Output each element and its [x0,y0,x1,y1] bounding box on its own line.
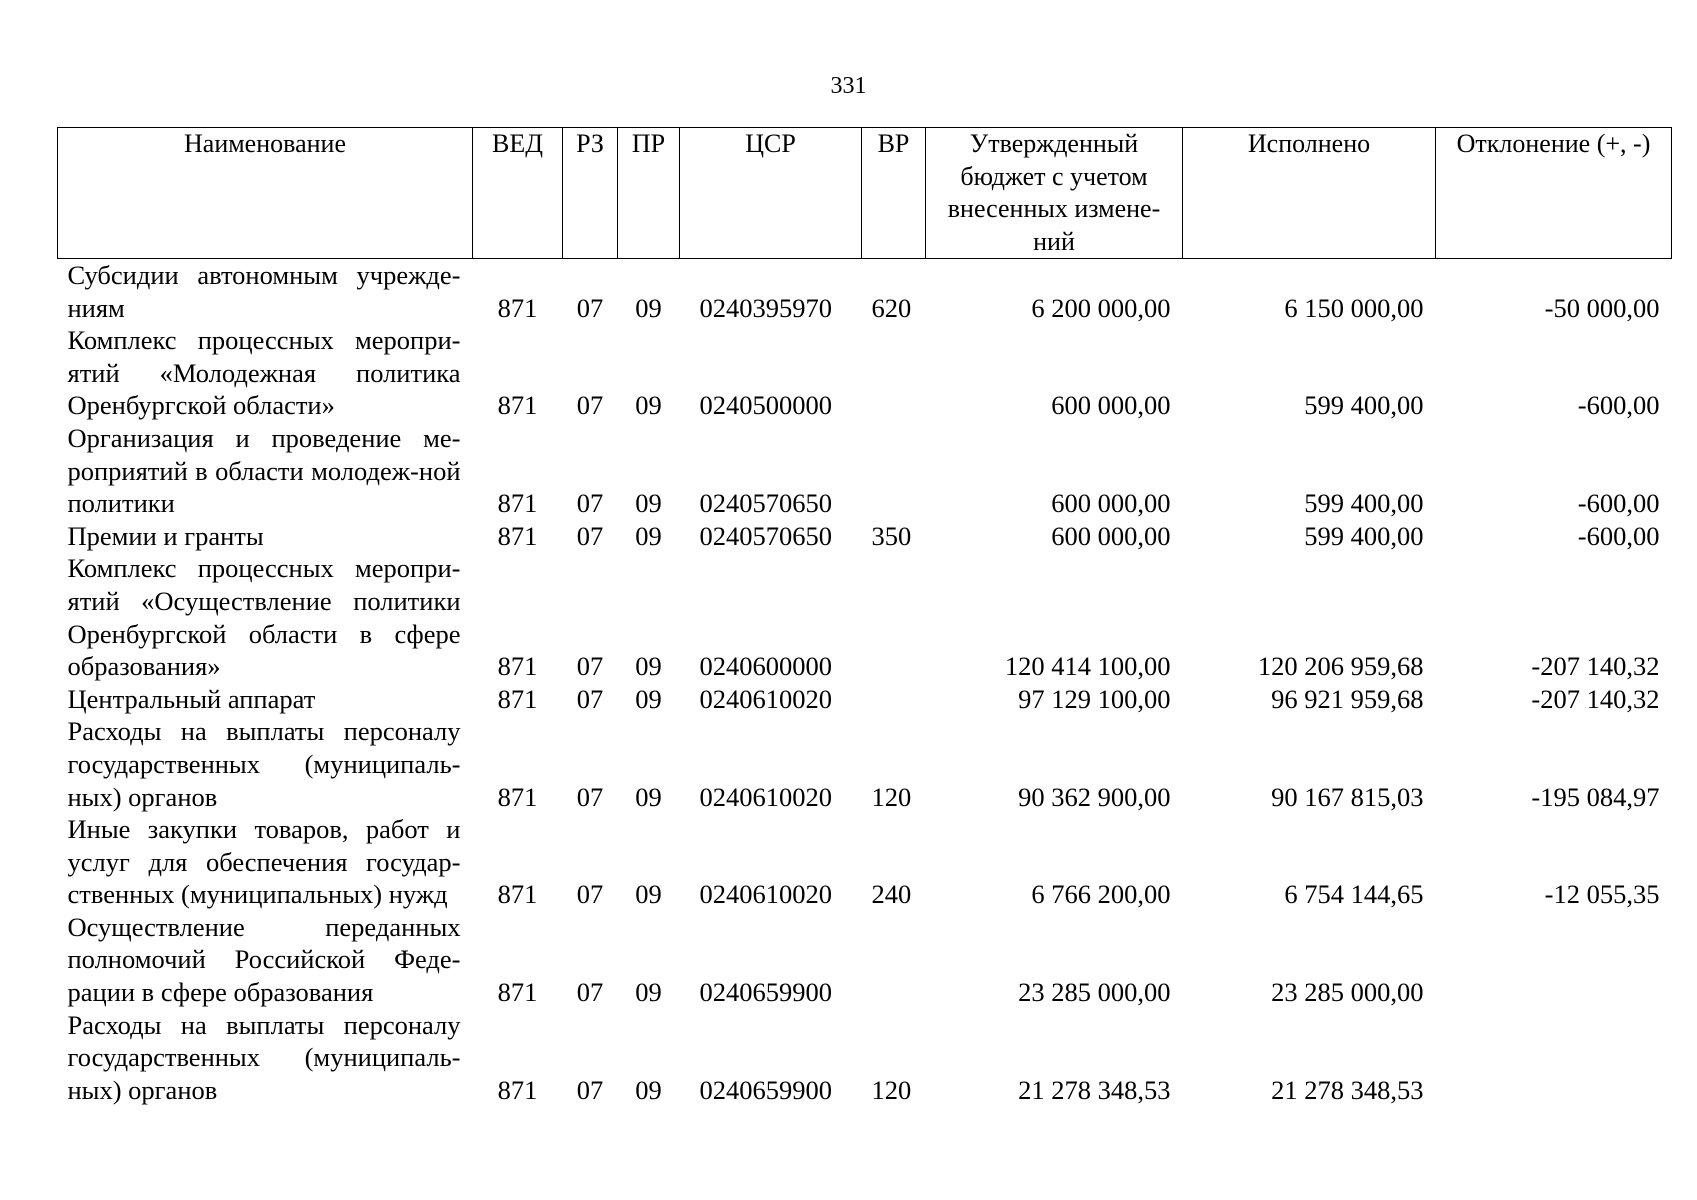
row-approved: 97 129 100,00 [1018,683,1171,714]
table-row [58,715,1672,813]
row-approved: 600 000,00 [1051,520,1171,551]
row-vr [862,552,926,682]
row-deviation: -600,00 [1577,390,1660,421]
row-csr: 0240610020 [699,781,832,812]
row-csr: 0240610020 [699,879,832,910]
row-vr: 620 [871,292,912,323]
row-csr: 0240659900 [699,977,832,1008]
table-row [58,1009,1672,1107]
row-deviation: -50 000,00 [1544,292,1660,323]
table-header [58,128,1672,259]
header-executed: Исполнено [1183,128,1436,259]
row-csr: 0240659900 [699,1074,832,1105]
header-rz: РЗ [563,128,618,259]
row-csr: 0240395970 [699,292,832,323]
row-vr [862,683,926,716]
row-name: Субсидии автономным учрежде-ниям [67,260,461,323]
table-row [58,552,1672,682]
row-executed: 6 754 144,65 [1284,879,1424,910]
row-deviation: -207 140,32 [1531,651,1660,682]
row-name: Комплекс процессных меропри-ятий «Осуществление политики Оренбургской области в сфере образования» [67,553,461,682]
row-name: Премии и гранты [67,520,264,551]
row-executed: 120 206 959,68 [1257,651,1424,682]
row-executed: 23 285 000,00 [1271,977,1424,1008]
header-name: Наименование [58,128,473,259]
row-rz: 07 [576,390,604,421]
row-ved: 871 [497,781,538,812]
row-pr: 09 [635,977,662,1008]
table-row [58,259,1672,325]
row-approved: 23 285 000,00 [1018,977,1171,1008]
row-vr: 120 [871,781,912,812]
row-rz: 07 [576,977,604,1008]
table-row [58,813,1672,911]
row-csr: 0240570650 [699,488,832,519]
row-executed: 599 400,00 [1304,488,1424,519]
row-pr: 09 [635,781,662,812]
header-ved: ВЕД [473,128,563,259]
row-ved: 871 [497,292,538,323]
row-approved: 21 278 348,53 [1018,1074,1171,1105]
row-pr: 09 [635,292,662,323]
header-vr: ВР [862,128,926,259]
row-name: Расходы на выплаты персоналу государственных (муниципаль-ных) органов [67,1009,461,1105]
row-name: Комплекс процессных меропри-ятий «Молодежная политика Оренбургской области» [67,325,461,421]
table-body [58,259,1672,1107]
row-rz: 07 [576,1074,604,1105]
row-rz: 07 [576,520,604,551]
row-name: Расходы на выплаты персоналу государственных (муниципаль-ных) органов [67,716,461,812]
row-csr: 0240610020 [699,683,832,714]
row-name: Организация и проведение ме-роприятий в области молодеж-ной политики [67,422,461,519]
row-rz: 07 [576,879,604,910]
row-vr [862,911,926,1009]
row-ved: 871 [497,683,538,714]
row-approved: 120 414 100,00 [1004,651,1171,682]
row-pr: 09 [635,488,662,519]
row-executed: 96 921 959,68 [1271,683,1424,714]
header-pr: ПР [618,128,680,259]
row-vr: 350 [871,520,912,551]
row-rz: 07 [576,781,604,812]
row-csr: 0240570650 [699,520,832,551]
table-row [58,520,1672,553]
row-ved: 871 [497,1074,538,1105]
row-approved: 6 766 200,00 [1031,879,1171,910]
row-ved: 871 [497,879,538,910]
row-deviation: -207 140,32 [1531,683,1660,714]
row-deviation [1436,1009,1672,1107]
table-row [58,324,1672,422]
budget-table [57,127,1672,1106]
row-deviation: -12 055,35 [1544,879,1660,910]
row-approved: 600 000,00 [1051,488,1171,519]
row-ved: 871 [497,977,538,1008]
row-deviation: -195 084,97 [1531,781,1660,812]
row-approved: 600 000,00 [1051,390,1171,421]
row-executed: 90 167 815,03 [1271,781,1424,812]
table-row [58,683,1672,716]
row-rz: 07 [576,488,604,519]
row-csr: 0240600000 [699,651,832,682]
row-pr: 09 [635,390,662,421]
row-ved: 871 [497,651,538,682]
row-pr: 09 [635,520,662,551]
row-rz: 07 [576,651,604,682]
row-ved: 871 [497,488,538,519]
row-pr: 09 [635,651,662,682]
row-name: Центральный аппарат [67,683,316,714]
row-ved: 871 [497,520,538,551]
row-rz: 07 [576,683,604,714]
header-csr: ЦСР [680,128,862,259]
row-name: Иные закупки товаров, работ и услуг для обеспечения государ-ственных (муниципальных) нужд [67,814,461,910]
row-approved: 6 200 000,00 [1031,292,1171,323]
row-executed: 6 150 000,00 [1284,292,1424,323]
row-csr: 0240500000 [699,390,832,421]
row-name: Осуществление переданных полномочий Российской Феде-рации в сфере образования [67,911,461,1008]
table-row [58,911,1672,1009]
row-ved: 871 [497,390,538,421]
row-approved: 90 362 900,00 [1018,781,1171,812]
table-row [58,422,1672,520]
row-executed: 21 278 348,53 [1271,1074,1424,1105]
row-vr: 240 [871,879,912,910]
header-deviation: Отклонение (+, -) [1436,128,1672,259]
row-deviation: -600,00 [1577,488,1660,519]
row-executed: 599 400,00 [1304,390,1424,421]
row-vr [862,324,926,422]
row-pr: 09 [635,879,662,910]
row-executed: 599 400,00 [1304,520,1424,551]
row-vr [862,422,926,520]
row-pr: 09 [635,683,662,714]
row-vr: 120 [871,1074,912,1105]
row-deviation: -600,00 [1577,520,1660,551]
header-approved: Утвержденный бюджет с учетом внесенных измене-ний [926,128,1183,259]
row-rz: 07 [576,292,604,323]
row-deviation [1436,911,1672,1009]
page-number: 331 [830,73,867,99]
row-pr: 09 [635,1074,662,1105]
